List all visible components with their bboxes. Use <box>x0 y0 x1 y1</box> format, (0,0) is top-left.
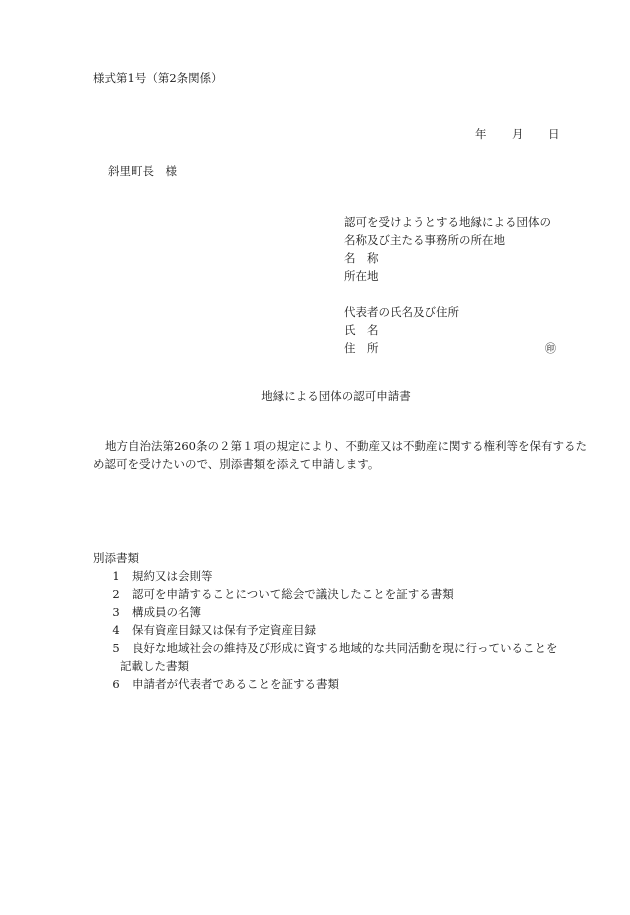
form-number: 様式第1号（第2条関係） <box>93 71 223 85</box>
item-text-block <box>120 639 558 675</box>
document-title: 地縁による団体の認可申請書 <box>261 389 411 403</box>
item-text: 認可を申請することについて総会で議決したことを証する書類 <box>132 587 454 601</box>
group-heading-line1: 認可を受けようとする地縁による団体の <box>344 215 551 229</box>
addressee: 斜里町長 様 <box>108 164 177 178</box>
seal-mark: ㊞ <box>545 342 556 355</box>
application-body: 地方自治法第260条の２第１項の規定により、不動産又は不動産に関する権利等を保有するため認可を受けたいので、別添書類を添えて申請します。 <box>93 439 587 471</box>
representative-address-label: 住 所 <box>344 341 379 355</box>
item-number: 6 <box>112 677 120 691</box>
list-item <box>93 621 593 639</box>
item-text-continuation: 記載した書類 <box>120 659 189 673</box>
date-year: 年 <box>475 127 487 141</box>
representative-name-label: 氏 名 <box>344 323 379 337</box>
applicant-block <box>344 213 551 357</box>
spacer <box>344 285 551 303</box>
item-text: 申請者が代表者であることを証する書類 <box>132 677 339 691</box>
item-number: 3 <box>112 605 120 619</box>
item-number: 5 <box>112 641 120 655</box>
attachments-heading: 別添書類 <box>93 551 139 565</box>
location-label: 所在地 <box>344 269 379 283</box>
list-item <box>93 585 593 603</box>
item-text: 規約又は会則等 <box>132 569 213 583</box>
attachments-list <box>93 567 593 693</box>
name-label: 名 称 <box>344 251 379 265</box>
item-text: 良好な地域社会の維持及び形成に資する地域的な共同活動を現に行っていることを <box>132 641 558 655</box>
item-number: 4 <box>112 623 120 637</box>
list-item <box>93 603 593 621</box>
item-text: 保有資産目録又は保有予定資産目録 <box>132 623 316 637</box>
date-month: 月 <box>512 127 524 141</box>
item-text: 構成員の名簿 <box>132 605 201 619</box>
list-item <box>93 567 593 585</box>
item-number: 2 <box>112 587 120 601</box>
list-item <box>93 675 593 693</box>
item-number: 1 <box>112 569 120 583</box>
date-day: 日 <box>548 127 560 141</box>
group-heading-line2: 名称及び主たる事務所の所在地 <box>344 233 505 247</box>
representative-heading: 代表者の氏名及び住所 <box>344 305 459 319</box>
list-item <box>93 639 593 675</box>
